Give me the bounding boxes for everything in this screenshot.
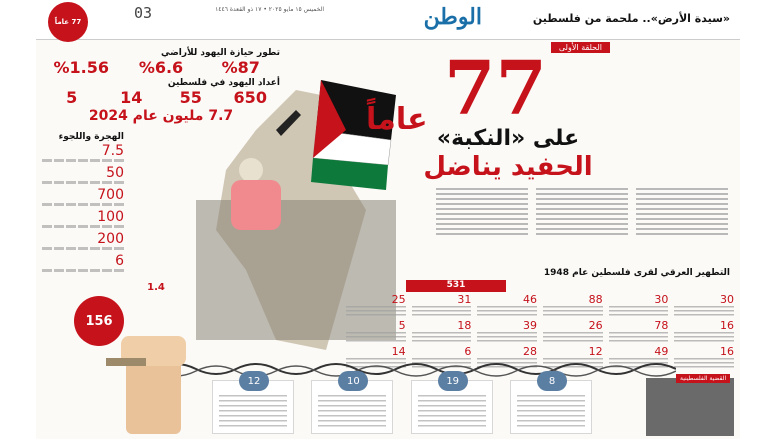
village-cell	[477, 320, 537, 344]
village-number: 49	[654, 345, 669, 358]
anniversary-badge: 77 عاماً	[48, 2, 88, 42]
villages-count: 531	[406, 280, 506, 292]
dateline: الخميس ١٥ مايو ٢٠٢٥ • ١٧ ذو القعدة ١٤٤٦	[215, 6, 324, 13]
migration-value: 6	[115, 253, 124, 269]
village-number: 30	[654, 293, 669, 306]
population-2024: 7.7 مليون عام 2024	[88, 108, 234, 124]
migration-value: 700	[97, 187, 124, 203]
village-number: 88	[588, 293, 603, 306]
village-number: 6	[464, 345, 472, 358]
text-placeholder	[42, 159, 124, 162]
land-stat	[42, 60, 121, 76]
fact-card	[510, 375, 592, 434]
village-number: 78	[654, 319, 669, 332]
land-ownership-title: تطور حيازة اليهود للأراضي	[160, 48, 280, 58]
migration-value: 50	[106, 165, 124, 181]
migration-value: 100	[97, 209, 124, 225]
text-placeholder	[42, 203, 124, 206]
village-number: 12	[588, 345, 603, 358]
village-number: 28	[523, 345, 537, 358]
page-number: 03	[134, 4, 153, 22]
pop-stat	[42, 90, 102, 106]
village-number: 46	[523, 293, 537, 306]
card-number: 12	[239, 371, 269, 391]
text-placeholder	[42, 181, 124, 184]
episode-tag: الحلقة الأولى	[551, 42, 610, 53]
barbed-wire-icon	[156, 356, 676, 382]
village-cell	[346, 320, 406, 344]
card-number: 19	[438, 371, 468, 391]
map-stat: 1.4	[147, 282, 165, 293]
fact-cards	[212, 375, 592, 436]
village-cell	[412, 320, 472, 344]
village-cell	[412, 294, 472, 318]
pop-value: 5	[66, 88, 78, 107]
article-body	[428, 188, 728, 258]
village-number: 16	[720, 345, 734, 358]
archive-photo	[646, 378, 734, 436]
village-number: 5	[398, 319, 406, 332]
village-cell	[674, 346, 734, 370]
migration-item	[42, 166, 124, 184]
migration-column	[42, 132, 124, 276]
village-cell	[674, 320, 734, 344]
refugee-circle-stat: 156	[74, 296, 124, 346]
text-column	[536, 188, 628, 238]
migration-item	[42, 188, 124, 206]
newspaper-logo: الوطن	[423, 4, 482, 30]
fact-card	[311, 375, 393, 434]
card-number: 8	[537, 371, 567, 391]
pop-value: 14	[120, 88, 143, 107]
raised-fist-icon	[106, 316, 196, 434]
headline-years: عاماً	[366, 102, 428, 137]
village-cell	[543, 320, 603, 344]
masthead	[36, 0, 740, 40]
text-column	[636, 188, 728, 238]
person-shirt-icon	[231, 180, 281, 230]
land-value: %1.56	[53, 58, 110, 77]
migration-item	[42, 254, 124, 272]
newspaper-page	[36, 0, 740, 439]
headline-line-2: الحفيد يناضل	[423, 152, 593, 182]
card-number: 10	[338, 371, 368, 391]
village-number: 18	[457, 319, 472, 332]
village-cell	[609, 294, 669, 318]
text-placeholder	[42, 269, 124, 272]
land-value: %6.6	[138, 58, 184, 77]
villages-title: التطهير العرقي لقرى فلسطين عام 1948	[543, 268, 730, 278]
text-column	[436, 188, 528, 238]
person-head-icon	[239, 158, 263, 182]
pop-value: 55	[179, 88, 202, 107]
archive-label: القضية الفلسطينية	[676, 374, 730, 383]
fact-card	[411, 375, 493, 434]
migration-item	[42, 144, 124, 162]
pop-value: 650	[233, 88, 267, 107]
village-cell	[609, 320, 669, 344]
migration-title: الهجرة واللجوء	[58, 132, 124, 142]
village-cell	[346, 294, 406, 318]
fact-card	[212, 375, 294, 434]
land-value: %87	[221, 58, 260, 77]
village-number: 14	[391, 345, 406, 358]
village-number: 31	[457, 293, 472, 306]
series-kicker: «سيدة الأرض».. ملحمة من فلسطين	[532, 12, 730, 25]
village-number: 39	[523, 319, 537, 332]
village-number: 26	[588, 319, 603, 332]
migration-item	[42, 232, 124, 250]
headline-line-1: على «النكبة»	[436, 126, 580, 151]
village-number: 25	[391, 293, 406, 306]
migration-item	[42, 210, 124, 228]
village-number: 30	[720, 293, 734, 306]
migration-value: 200	[97, 231, 124, 247]
village-cell	[674, 294, 734, 318]
migration-value: 7.5	[101, 143, 124, 159]
text-placeholder	[42, 225, 124, 228]
population-title: أعداد اليهود في فلسطين	[167, 78, 280, 88]
village-number: 16	[720, 319, 734, 332]
text-placeholder	[42, 247, 124, 250]
village-cell	[477, 294, 537, 318]
village-cell	[543, 294, 603, 318]
headline-number: 77	[444, 46, 547, 132]
